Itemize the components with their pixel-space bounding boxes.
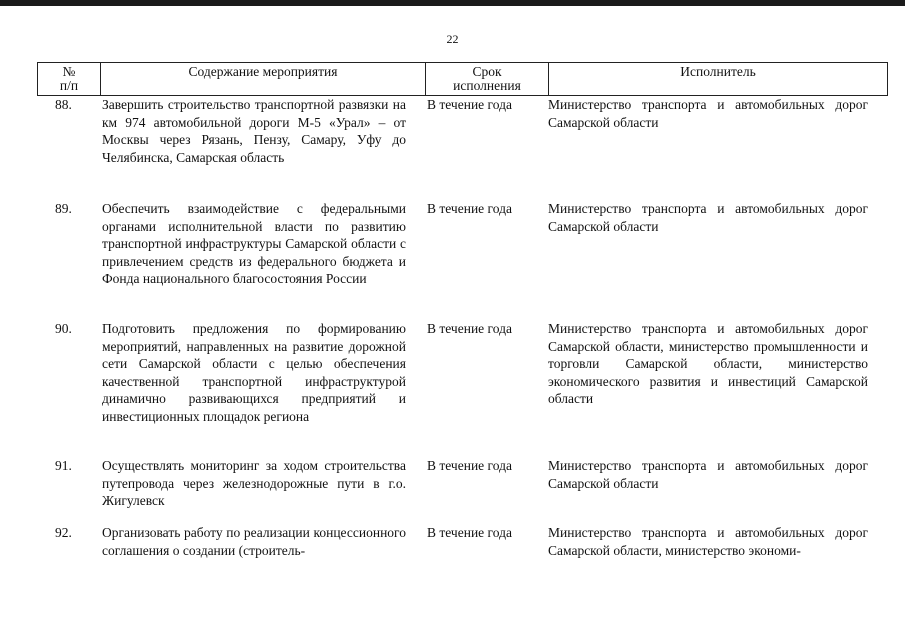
page-number: 22 <box>446 32 459 46</box>
row-number: 91. <box>55 458 72 473</box>
row-content: Организовать работу по реализации концессионного соглашения о создании (строитель- <box>102 525 406 558</box>
row-content: Подготовить предложения по формированию мероприятий, направленных на развитие дорожной сети Самарской области с целью обеспечения качественной транспортной инфраструктурой динамично развивающихся предприятий и инвестиционных площадок региона <box>102 321 406 424</box>
row-executor: Министерство транспорта и автомобильных дорог Самарской области <box>548 97 868 130</box>
scan-top-border <box>0 0 905 6</box>
row-executor: Министерство транспорта и автомобильных дорог Самарской области, министерство экономи- <box>548 525 868 558</box>
row-executor: Министерство транспорта и автомобильных дорог Самарской области <box>548 201 868 234</box>
row-term: В течение года <box>427 201 512 216</box>
row-executor: Министерство транспорта и автомобильных дорог Самарской области, министерство промышленности и торговли Самарской области, министерство экономического развития и инвестиций Самарской области <box>548 321 868 406</box>
header-number-line1: № <box>62 64 76 79</box>
row-executor: Министерство транспорта и автомобильных дорог Самарской области <box>548 458 868 491</box>
row-term: В течение года <box>427 458 512 473</box>
row-number: 89. <box>55 201 72 216</box>
header-number <box>38 63 101 96</box>
row-term: В течение года <box>427 97 512 112</box>
row-number: 88. <box>55 97 72 112</box>
header-term-line2: исполнения <box>453 78 521 93</box>
row-number: 92. <box>55 525 72 540</box>
header-executor: Исполнитель <box>549 63 888 96</box>
table-header <box>37 62 888 96</box>
row-number: 90. <box>55 321 72 336</box>
row-content: Осуществлять мониторинг за ходом строительства путепровода через железнодорожные пути в г.о. Жигулевск <box>102 458 406 508</box>
row-content: Обеспечить взаимодействие с федеральными органами исполнительной власти по развитию транспортной инфраструктуры Самарской области с привлечением средств из федерального бюджета и Фонда национального благосостояния России <box>102 201 406 286</box>
row-content: Завершить строительство транспортной развязки на км 974 автомобильной дороги М-5 «Урал» – от Москвы через Рязань, Пензу, Самару, Уфу до Челябинска, Самарская область <box>102 97 406 165</box>
header-term <box>426 63 549 96</box>
header-term-line1: Срок <box>472 64 502 79</box>
header-content: Содержание мероприятия <box>101 63 426 96</box>
row-term: В течение года <box>427 321 512 336</box>
row-term: В течение года <box>427 525 512 540</box>
header-number-line2: п/п <box>59 78 79 93</box>
